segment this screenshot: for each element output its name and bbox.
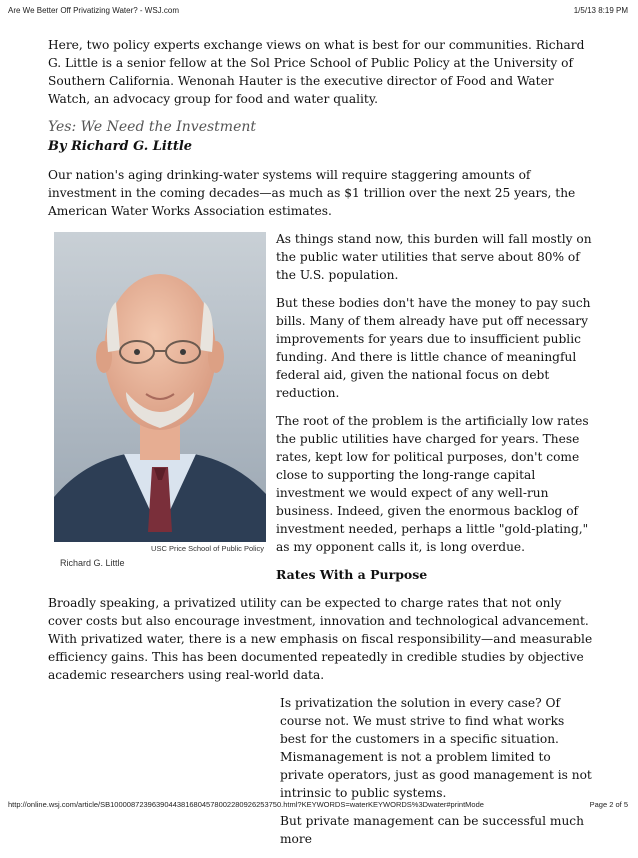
page-number: Page 2 of 5 — [589, 800, 628, 809]
page-title: Are We Better Off Privatizing Water? - WSJ.com — [8, 6, 180, 15]
photo-caption: Richard G. Little — [60, 558, 125, 568]
intro-paragraph: Here, two policy experts exchange views on what is best for our communities. Richard G. Little is a senior fellow at the Sol Price School of Public Policy at the University of Southern California. Wenonah Hauter is the executive director of Food and Water Watch, an advocacy group for food and water quality. — [48, 38, 585, 106]
article-body — [48, 36, 593, 858]
paragraph-2: As things stand now, this burden will fall mostly on the public water utilities that serve about 80% of the U.S. population. — [276, 232, 592, 282]
photo-credit: USC Price School of Public Policy — [151, 544, 264, 553]
author-photo — [54, 232, 266, 542]
author-photo-figure — [54, 232, 266, 572]
page-url: http://online.wsj.com/article/SB10000872396390443816804578002280926253750.html?KEYWORDS=waterKEYWORDS%3Dwater#printMode — [8, 800, 484, 809]
subhead: Rates With a Purpose — [276, 567, 428, 582]
paragraph-3: But these bodies don't have the money to pay such bills. Many of them already have put off necessary improvements for years due to insufficient public funding. And there is little chance of meaningful federal aid, given the national focus on debt reduction. — [276, 296, 591, 400]
print-footer — [8, 800, 630, 812]
paragraph-7: But private management can be successful much more — [280, 814, 584, 846]
paragraph-6: Is privatization the solution in every case? Of course not. We must strive to find what works best for the customers in a specific situation. Mismanagement is not a problem limited to private operators, just as good management is not intrinsic to public systems. — [280, 696, 592, 800]
section-title: Yes: We Need the Investment — [48, 119, 257, 135]
print-datetime: 1/5/13 8:19 PM — [573, 6, 628, 15]
byline: By Richard G. Little — [48, 139, 193, 154]
paragraph-5: Broadly speaking, a privatized utility can be expected to charge rates that not only cover costs but also encourage investment, innovation and technological advancement. With privatized water, there is a new emphasis on fiscal responsibility—and measurable efficiency gains. This has been documented repeatedly in credible studies by objective academic researchers using real-world data. — [48, 596, 593, 682]
print-header — [8, 6, 630, 18]
paragraph-1: Our nation's aging drinking-water systems will require staggering amounts of investment in the coming decades—as much as $1 trillion over the next 25 years, the American Water Works Association estimates. — [48, 168, 576, 218]
paragraph-4: The root of the problem is the artificially low rates the public utilities have charged for years. These rates, kept low for political purposes, don't come close to supporting the long-range capital investment we would expect of any well-run business. Indeed, given the enormous backlog of investment needed, perhaps a little "gold-plating," as my opponent calls it, is long overdue. — [276, 414, 589, 554]
